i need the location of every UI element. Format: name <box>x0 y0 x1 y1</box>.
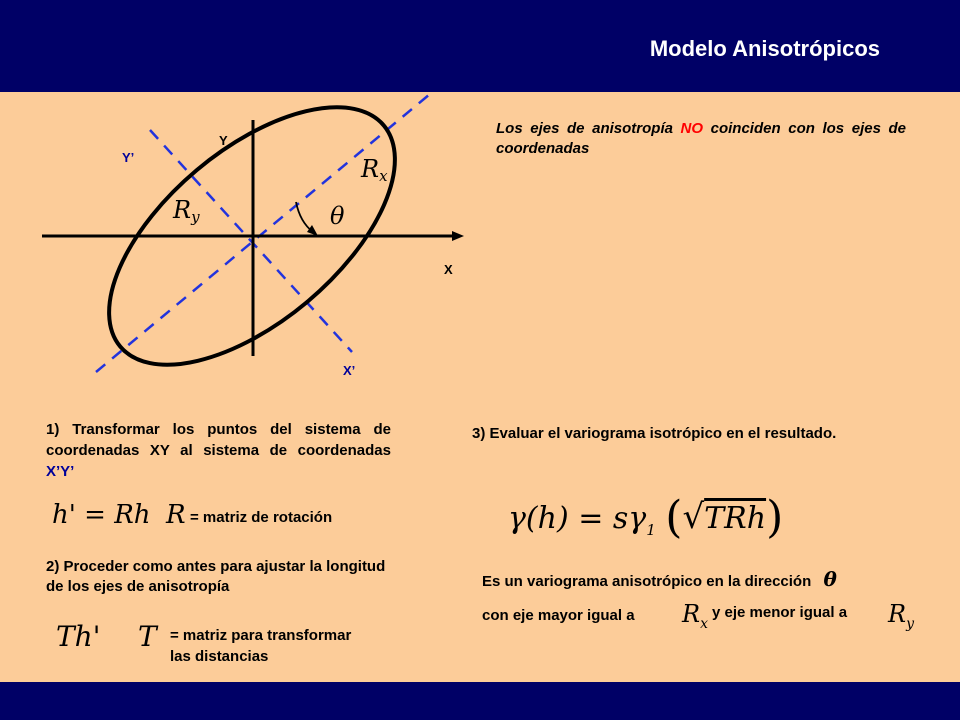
rotation-matrix-label: = matriz de rotación <box>190 509 333 526</box>
anisotropy-note: Los ejes de anisotropía NO coinciden con los ejes de coordenadas <box>496 120 907 157</box>
transform-matrix-label-1: = matriz para transformar <box>170 627 352 644</box>
ry-symbol: Ry <box>173 196 200 226</box>
theta-symbol: θ <box>330 202 345 230</box>
x-prime-label: X’ <box>343 363 356 378</box>
footer-band <box>0 682 960 720</box>
conclusion-line-2b: y eje menor igual a <box>712 604 848 621</box>
x-axis-arrow <box>452 231 464 241</box>
equation-variogram: $\gamma(h) = s\gamma_1$ (√TRh) <box>508 492 784 543</box>
y-prime-label: Y’ <box>122 150 135 165</box>
x-axis-label: X <box>444 262 453 277</box>
x-prime-axis-line <box>150 130 352 352</box>
y-prime-axis-line <box>96 94 430 372</box>
transform-matrix-symbol: T <box>138 620 157 653</box>
theta-arrowhead <box>307 225 318 236</box>
step-1-highlight: X’Y’ <box>46 463 75 480</box>
transform-matrix-label-2: las distancias <box>170 648 269 665</box>
note-highlight: NO <box>680 120 704 137</box>
page-title: Modelo Anisotrópicos <box>649 36 880 61</box>
conclusion-line-1: Es un variograma anisotrópico en la dirección θ <box>482 567 837 591</box>
conclusion-line-2a: con eje mayor igual a <box>482 607 635 624</box>
rx-symbol: Rx <box>361 155 388 185</box>
step-1-text: 1) Transformar los puntos del sistema de coordenadas XY al sistema de coordenadas X’Y’ <box>46 421 391 480</box>
rotation-matrix-symbol: R <box>166 500 186 530</box>
conclusion-rx: $R_x$ <box>682 600 708 632</box>
equation-transform: Th' <box>56 620 101 653</box>
conclusion-theta: θ <box>823 567 837 591</box>
step-2-text: 2) Proceder como antes para ajustar la longitud de los ejes de anisotropía <box>46 558 386 595</box>
conclusion-ry: $R_y$ <box>888 600 914 632</box>
equation-rotation: h' = Rh <box>52 500 151 530</box>
y-axis-label: Y <box>219 133 228 148</box>
step-3-text: 3) Evaluar el variograma isotrópico en el resultado. <box>472 425 837 442</box>
